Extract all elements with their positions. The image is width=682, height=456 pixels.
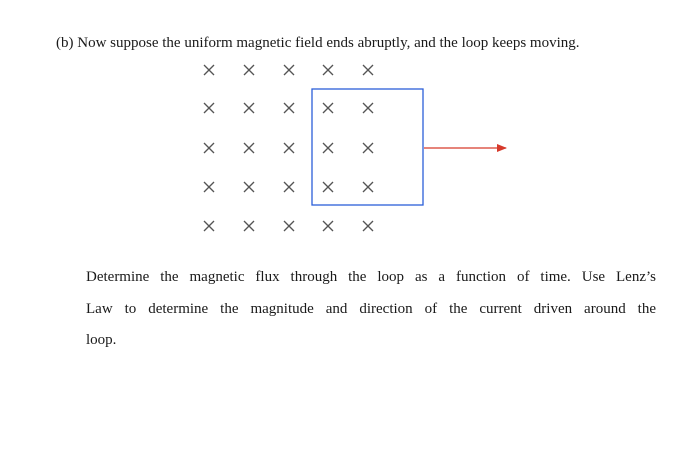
- paragraph-line: Determine the magnetic flux through the loop as a function of time. Use Lenz’s: [86, 269, 656, 285]
- paragraph-line: loop.: [86, 332, 117, 348]
- field-cross-icon: [204, 143, 214, 153]
- field-cross-icon: [363, 143, 373, 153]
- part-b-heading: (b) Now suppose the uniform magnetic field ends abruptly, and the loop keeps moving.: [56, 35, 580, 51]
- field-cross-icon: [323, 221, 333, 231]
- field-cross-icon: [204, 103, 214, 113]
- field-cross-icon: [204, 65, 214, 75]
- question-paragraph: [86, 262, 656, 357]
- field-cross-icon: [244, 65, 254, 75]
- field-cross-icon: [363, 182, 373, 192]
- field-cross-icon: [323, 65, 333, 75]
- field-cross-icon: [323, 143, 333, 153]
- field-cross-icon: [204, 182, 214, 192]
- field-cross-icon: [323, 182, 333, 192]
- field-cross-icon: [284, 221, 294, 231]
- field-cross-icon: [363, 103, 373, 113]
- field-cross-icon: [363, 65, 373, 75]
- field-cross-icon: [284, 143, 294, 153]
- magnetic-field-into-page: [204, 65, 373, 231]
- paragraph-line: Law to determine the magnitude and direction of the current driven around the: [86, 300, 656, 317]
- field-cross-icon: [284, 65, 294, 75]
- field-cross-icon: [244, 143, 254, 153]
- field-cross-icon: [244, 221, 254, 231]
- field-cross-icon: [204, 221, 214, 231]
- field-cross-icon: [284, 182, 294, 192]
- field-cross-icon: [244, 103, 254, 113]
- field-cross-icon: [244, 182, 254, 192]
- field-cross-icon: [323, 103, 333, 113]
- field-cross-icon: [284, 103, 294, 113]
- field-cross-icon: [363, 221, 373, 231]
